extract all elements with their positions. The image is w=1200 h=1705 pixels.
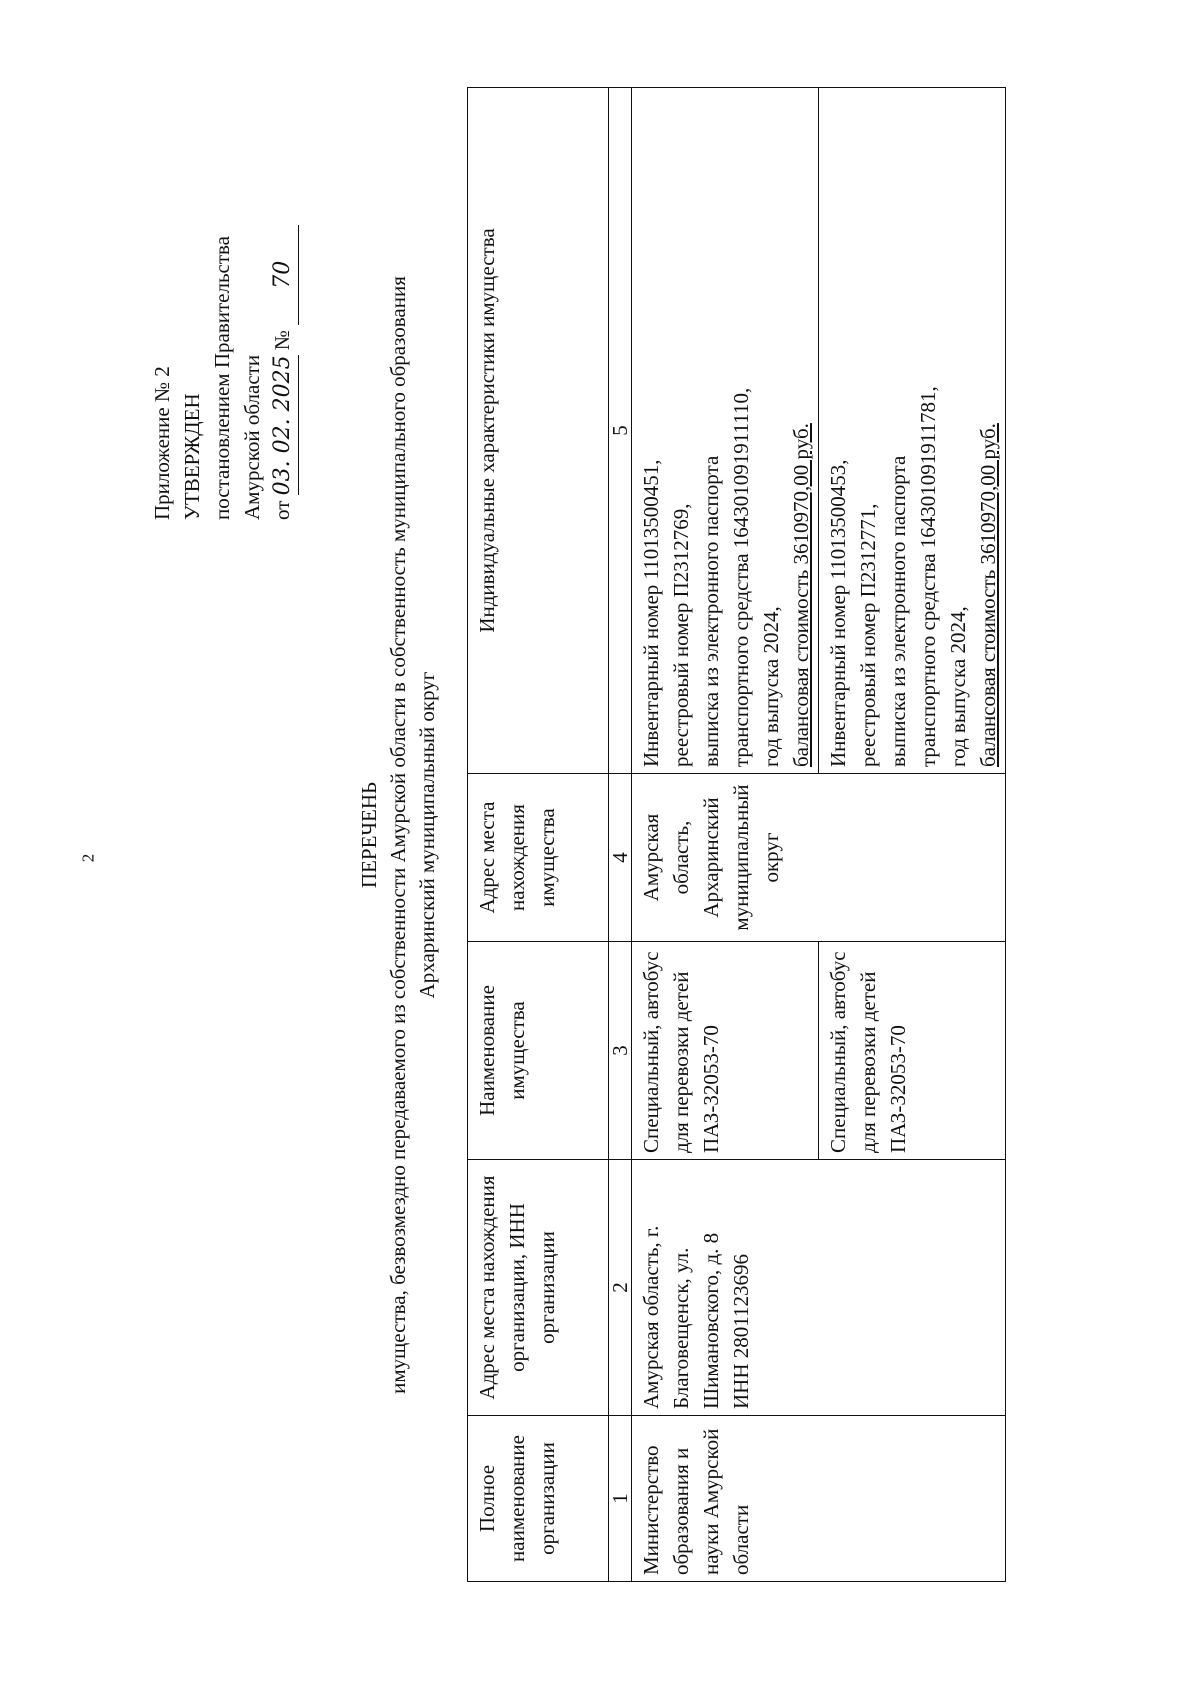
- col-number: 3: [609, 942, 632, 1160]
- col-number: 2: [609, 1160, 632, 1416]
- char-line: транспортного средства 164301091911110,: [729, 387, 753, 767]
- title-line-1: имущества, безвозмездно передаваемого из собственности Амурской области в собственность муниципального образования: [386, 276, 410, 1394]
- col-number: 5: [609, 88, 632, 774]
- table-row: [819, 88, 1006, 1582]
- approval-date: 03. 02. 2025: [268, 355, 299, 495]
- char-line: балансовая стоимость 3610970,00 руб.: [789, 423, 813, 767]
- header-property-name: Наименование имущества: [468, 942, 609, 1160]
- org-name-cell: Министерство образования и науки Амурской области: [632, 1416, 819, 1582]
- approval-stamp: [147, 225, 299, 520]
- org-inn: ИНН 2801123696: [729, 1254, 753, 1409]
- header-property-address: Адрес места нахождения имущества: [468, 774, 609, 942]
- org-address: Амурская область, г. Благовещенск, ул. Шимановского, д. 8: [639, 1225, 723, 1409]
- property-address-cell-empty: [819, 774, 1006, 942]
- org-address-cell-empty: [819, 1160, 1006, 1416]
- header-characteristics: Индивидуальные характеристики имущества: [468, 88, 609, 774]
- property-table: [467, 87, 1006, 1582]
- appendix-label: Приложение № 2: [150, 366, 174, 520]
- char-line: реестровый номер П2312769,: [669, 503, 693, 767]
- col-number: 1: [609, 1416, 632, 1582]
- characteristics-cell: [819, 88, 1006, 774]
- char-line: год выпуска 2024,: [946, 606, 970, 767]
- from-label: от: [270, 500, 294, 520]
- char-line: выписка из электронного паспорта: [699, 455, 723, 767]
- region-label: Амурской области: [240, 354, 264, 520]
- col-number: 4: [609, 774, 632, 942]
- char-line: Инвентарный номер 11013500453,: [826, 459, 850, 767]
- table-number-row: [609, 88, 632, 1582]
- char-line: Инвентарный номер 11013500451,: [639, 459, 663, 767]
- title-heading: ПЕРЕЧЕНЬ: [357, 781, 381, 889]
- table-header-row: [468, 88, 609, 1582]
- date-number-line: [267, 225, 299, 520]
- char-line: транспортного средства 164301091911781,: [916, 386, 940, 767]
- resolution-label: постановлением Правительства: [210, 235, 234, 520]
- document-title: [355, 85, 442, 1585]
- org-name-cell-empty: [819, 1416, 1006, 1582]
- table-row: [632, 88, 819, 1582]
- approved-label: УТВЕРЖДЕН: [180, 393, 204, 520]
- page-number: 2: [78, 853, 98, 863]
- char-line: балансовая стоимость 3610970,00 руб.: [976, 423, 1000, 767]
- char-line: выписка из электронного паспорта: [886, 455, 910, 767]
- title-line-2: Архаринский муниципальный округ: [415, 671, 439, 999]
- approval-number: 70: [268, 225, 299, 325]
- number-label: №: [270, 330, 294, 351]
- property-address-cell: Амурская область, Архаринский муниципальный округ: [632, 774, 819, 942]
- header-org-address: Адрес места нахождения организации, ИНН организации: [468, 1160, 609, 1416]
- char-line: год выпуска 2024,: [759, 606, 783, 767]
- char-line: реестровый номер П2312771,: [856, 503, 880, 767]
- header-org-name: Полное наименование организации: [468, 1416, 609, 1582]
- property-name-cell: Специальный, автобус для перевозки детей ПАЗ-32053-70: [632, 942, 819, 1160]
- property-name-cell: Специальный, автобус для перевозки детей ПАЗ-32053-70: [819, 942, 1006, 1160]
- org-address-cell: [632, 1160, 819, 1416]
- characteristics-cell: [632, 88, 819, 774]
